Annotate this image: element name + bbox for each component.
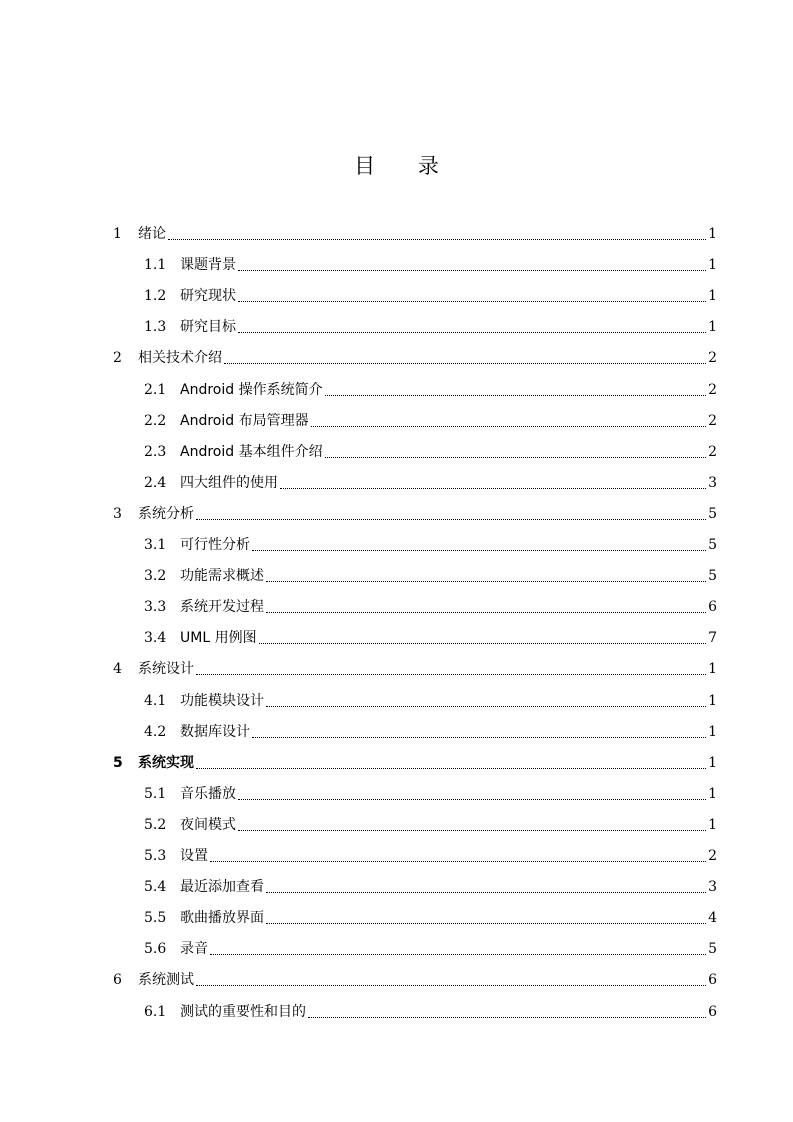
dot-leader (308, 1016, 706, 1018)
toc-entry-chapter[interactable] (113, 343, 717, 374)
entry-page-number: 2 (708, 413, 717, 429)
toc-entry-chapter[interactable] (113, 654, 717, 685)
dot-leader (196, 767, 706, 769)
toc-entry-section[interactable] (144, 686, 717, 717)
toc-entry-section[interactable] (144, 250, 717, 281)
entry-page-number: 1 (708, 257, 717, 273)
entry-page-number: 5 (708, 941, 717, 957)
toc-entry-section[interactable] (144, 468, 717, 499)
dot-leader (168, 238, 706, 240)
dot-leader (238, 798, 706, 800)
entry-page-number: 6 (708, 599, 717, 615)
dot-leader (325, 394, 707, 396)
entry-page-number: 7 (708, 630, 717, 646)
entry-page-number: 6 (708, 972, 717, 988)
entry-title: 设置 (180, 848, 208, 864)
entry-title: 夜间模式 (180, 817, 236, 833)
entry-title: 数据库设计 (180, 724, 250, 740)
entry-number: 1.1 (144, 257, 167, 273)
entry-title: 功能模块设计 (180, 693, 264, 709)
dot-leader (238, 269, 706, 271)
entry-number: 5.6 (144, 941, 167, 957)
toc-entry-section[interactable] (144, 997, 717, 1028)
entry-number: 6 (113, 972, 122, 988)
entry-page-number: 6 (708, 1004, 717, 1020)
toc-entry-section[interactable] (144, 561, 717, 592)
entry-number: 3.1 (144, 537, 167, 553)
dot-leader (266, 922, 706, 924)
entry-number: 5.5 (144, 910, 167, 926)
entry-page-number: 4 (708, 910, 717, 926)
entry-page-number: 1 (708, 693, 717, 709)
toc-entry-section[interactable] (144, 841, 717, 872)
toc-entry-section[interactable] (144, 934, 717, 965)
entry-number: 1.3 (144, 319, 167, 335)
toc-entry-section[interactable] (144, 375, 717, 406)
toc-entry-section[interactable] (144, 903, 717, 934)
entry-title: 最近添加查看 (180, 879, 264, 895)
entry-title: 可行性分析 (180, 537, 250, 553)
dot-leader (238, 300, 706, 302)
dot-leader (224, 362, 706, 364)
entry-page-number: 2 (708, 848, 717, 864)
entry-title: 绪论 (138, 226, 166, 242)
entry-title: Android 基本组件介绍 (180, 444, 323, 460)
dot-leader (238, 331, 706, 333)
dot-leader (252, 736, 706, 738)
dot-leader (259, 642, 707, 644)
entry-title: 系统设计 (138, 661, 194, 677)
entry-page-number: 1 (708, 319, 717, 335)
page-title: 目 录 (354, 154, 457, 178)
dot-leader (266, 705, 706, 707)
entry-title: 测试的重要性和目的 (180, 1004, 306, 1020)
entry-title: Android 布局管理器 (180, 413, 309, 429)
entry-title: 系统分析 (138, 506, 194, 522)
toc-entry-section[interactable] (144, 437, 717, 468)
toc-entry-section[interactable] (144, 592, 717, 623)
entry-title: 系统测试 (138, 972, 194, 988)
entry-page-number: 2 (708, 382, 717, 398)
dot-leader (280, 487, 706, 489)
toc-entry-chapter[interactable] (113, 219, 717, 250)
toc-entry-section[interactable] (144, 623, 717, 654)
entry-number: 3.2 (144, 568, 167, 584)
entry-title: UML 用例图 (180, 630, 257, 646)
dot-leader (238, 829, 706, 831)
entry-title: 音乐播放 (180, 786, 236, 802)
entry-number: 2 (113, 350, 122, 366)
dot-leader (325, 456, 707, 458)
toc-entry-section[interactable] (144, 312, 717, 343)
entry-number: 4.2 (144, 724, 167, 740)
toc-entry-chapter[interactable] (113, 748, 717, 779)
entry-page-number: 3 (708, 879, 717, 895)
entry-title: 歌曲播放界面 (180, 910, 264, 926)
entry-number: 5.4 (144, 879, 167, 895)
entry-number: 5.3 (144, 848, 167, 864)
entry-number: 1 (113, 226, 122, 242)
entry-page-number: 2 (708, 444, 717, 460)
dot-leader (196, 673, 706, 675)
entry-number: 2.1 (144, 382, 167, 398)
toc-entry-section[interactable] (144, 406, 717, 437)
dot-leader (311, 425, 707, 427)
entry-title: 系统开发过程 (180, 599, 264, 615)
entry-number: 2.4 (144, 475, 167, 491)
dot-leader (266, 611, 706, 613)
entry-page-number: 1 (708, 786, 717, 802)
toc-entry-section[interactable] (144, 281, 717, 312)
toc-entry-section[interactable] (144, 779, 717, 810)
toc-entry-chapter[interactable] (113, 965, 717, 996)
entry-page-number: 1 (708, 226, 717, 242)
entry-title: 课题背景 (180, 257, 236, 273)
entry-title: 四大组件的使用 (180, 475, 278, 491)
entry-page-number: 2 (708, 350, 717, 366)
dot-leader (252, 549, 706, 551)
entry-title: 研究目标 (180, 319, 236, 335)
entry-number: 5 (113, 755, 123, 771)
toc-entry-section[interactable] (144, 872, 717, 903)
dot-leader (210, 953, 706, 955)
toc-entry-chapter[interactable] (113, 499, 717, 530)
entry-page-number: 1 (708, 755, 717, 771)
entry-number: 3 (113, 506, 122, 522)
entry-page-number: 1 (708, 724, 717, 740)
entry-number: 3.3 (144, 599, 167, 615)
entry-page-number: 5 (708, 537, 717, 553)
entry-number: 4.1 (144, 693, 167, 709)
dot-leader (196, 984, 706, 986)
entry-page-number: 1 (708, 661, 717, 677)
entry-title: 功能需求概述 (180, 568, 264, 584)
dot-leader (210, 860, 706, 862)
toc-entry-section[interactable] (144, 717, 717, 748)
entry-page-number: 1 (708, 288, 717, 304)
entry-number: 2.3 (144, 444, 167, 460)
entry-number: 3.4 (144, 630, 167, 646)
toc-entry-section[interactable] (144, 530, 717, 561)
entry-number: 5.1 (144, 786, 167, 802)
toc-entry-section[interactable] (144, 810, 717, 841)
entry-title: 系统实现 (138, 755, 194, 771)
dot-leader (196, 518, 706, 520)
entry-page-number: 1 (708, 817, 717, 833)
entry-page-number: 3 (708, 475, 717, 491)
entry-title: 相关技术介绍 (138, 350, 222, 366)
entry-title: Android 操作系统简介 (180, 382, 323, 398)
entry-title: 研究现状 (180, 288, 236, 304)
entry-page-number: 5 (708, 506, 717, 522)
entry-number: 2.2 (144, 413, 167, 429)
entry-number: 4 (113, 661, 122, 677)
entry-number: 5.2 (144, 817, 167, 833)
dot-leader (266, 891, 706, 893)
entry-title: 录音 (180, 941, 208, 957)
entry-number: 1.2 (144, 288, 167, 304)
entry-number: 6.1 (144, 1004, 167, 1020)
entry-page-number: 5 (708, 568, 717, 584)
dot-leader (266, 580, 706, 582)
